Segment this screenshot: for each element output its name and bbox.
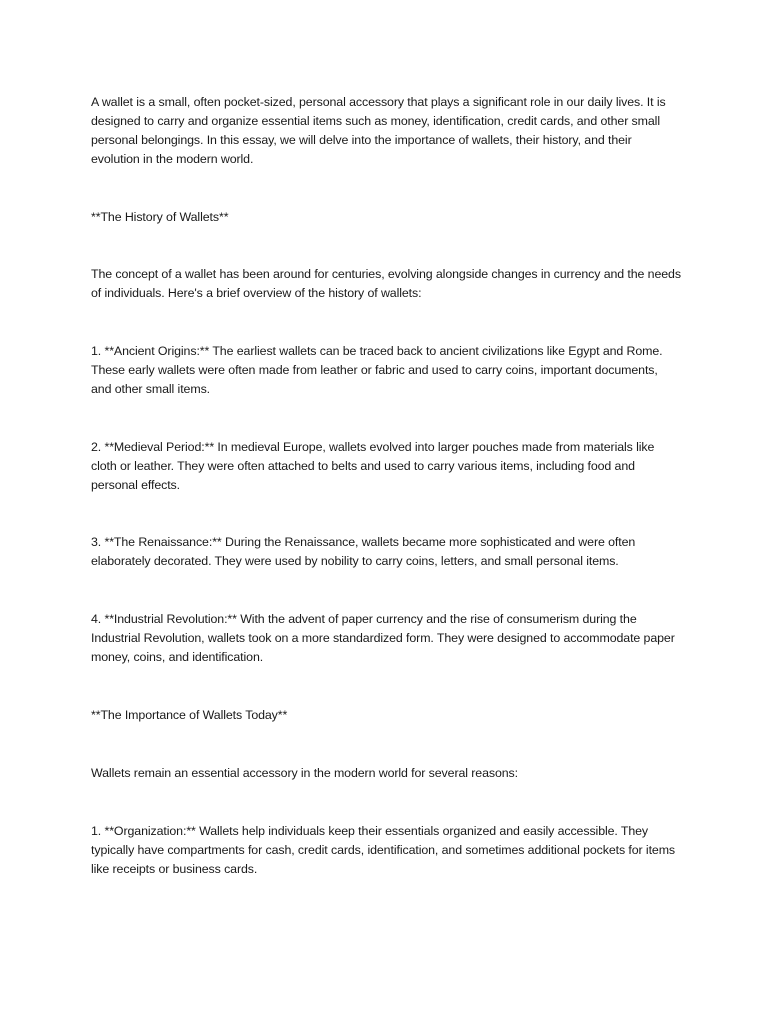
history-heading: **The History of Wallets** bbox=[91, 210, 229, 224]
importance-intro-paragraph: Wallets remain an essential accessory in the modern world for several reasons: bbox=[91, 766, 518, 780]
intro-paragraph: A wallet is a small, often pocket-sized, personal accessory that plays a significant role in our daily lives. It is designed to carry and organize essential items such as money, identification, credit cards, and other small personal belongings. In this essay, we will delve into the importance of wallets, their history, and their evolution in the modern world. bbox=[91, 95, 666, 166]
industrial-revolution-paragraph: 4. **Industrial Revolution:** With the advent of paper currency and the rise of consumerism during the Industrial Revolution, wallets took on a more standardized form. They were designed to accommodate paper money, coins, and identification. bbox=[91, 612, 675, 664]
importance-heading: **The Importance of Wallets Today** bbox=[91, 708, 288, 722]
renaissance-paragraph: 3. **The Renaissance:** During the Renaissance, wallets became more sophisticated and were often elaborately decorated. They were used by nobility to carry coins, letters, and small personal items. bbox=[91, 535, 636, 568]
medieval-period-paragraph: 2. **Medieval Period:** In medieval Europe, wallets evolved into larger pouches made from materials like cloth or leather. They were often attached to belts and used to carry various items, including food and personal effects. bbox=[91, 440, 655, 492]
ancient-origins-paragraph: 1. **Ancient Origins:** The earliest wallets can be traced back to ancient civilizations like Egypt and Rome. These early wallets were often made from leather or fabric and used to carry coins, important documents, and other small items. bbox=[91, 344, 663, 396]
organization-paragraph: 1. **Organization:** Wallets help individuals keep their essentials organized and easily accessible. They typically have compartments for cash, credit cards, identification, and sometimes additional pockets for items like receipts or business cards. bbox=[91, 824, 676, 876]
history-intro-paragraph: The concept of a wallet has been around for centuries, evolving alongside changes in currency and the needs of individuals. Here's a brief overview of the history of wallets: bbox=[91, 267, 681, 300]
